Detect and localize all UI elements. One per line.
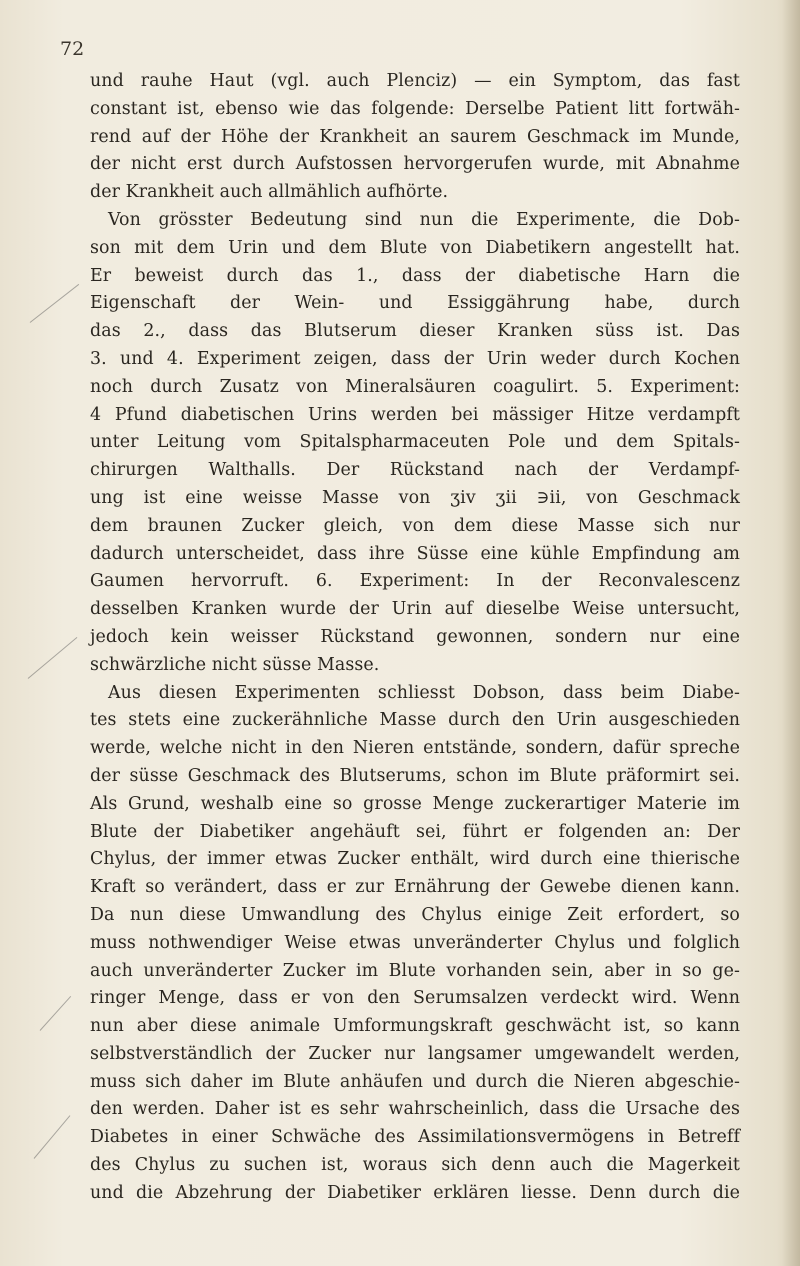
text-line: schwärzliche nicht süsse Masse.	[90, 654, 380, 675]
text-line: und rauhe Haut (vgl. auch Plenciz) — ein Symptom, das fast	[90, 71, 740, 91]
text-line: Gaumen hervorruft. 6. Experiment: In der Reconvalescenz	[90, 571, 740, 592]
page-number: 72	[60, 38, 85, 60]
text-line: auch unveränderter Zucker im Blute vorhanden sein, aber in so ge-	[90, 960, 740, 981]
text-line: muss nothwendiger Weise etwas unveränderter Chylus und folglich	[90, 932, 740, 953]
text-line: der nicht erst durch Aufstossen hervorgerufen wurde, mit Abnahme	[90, 154, 740, 175]
text-line: nun aber diese animale Umformungskraft geschwächt ist, so kann	[90, 1016, 740, 1037]
text-line: das 2., dass das Blutserum dieser Kranken süss ist. Das	[90, 321, 740, 342]
pencil-mark	[30, 284, 79, 323]
body-text	[90, 68, 740, 1208]
text-line: son mit dem Urin und dem Blute von Diabetikern angestellt hat.	[90, 237, 740, 258]
text-line: Chylus, der immer etwas Zucker enthält, wird durch eine thierische	[90, 849, 740, 870]
text-line: tes stets eine zuckerähnliche Masse durch den Urin ausgeschieden	[90, 710, 740, 731]
pencil-mark	[40, 996, 72, 1031]
text-line: chirurgen Walthalls. Der Rückstand nach der Verdampf-	[90, 460, 740, 481]
text-line: 4 Pfund diabetischen Urins werden bei mässiger Hitze verdampft	[90, 404, 740, 425]
text-line: Eigenschaft der Wein- und Essiggährung habe, durch	[90, 293, 740, 314]
text-line: werde, welche nicht in den Nieren entstände, sondern, dafür spreche	[90, 738, 740, 759]
page-edge-shadow	[782, 0, 800, 1266]
text-line: unter Leitung vom Spitalspharmaceuten Pole und dem Spitals-	[90, 432, 740, 453]
text-line: jedoch kein weisser Rückstand gewonnen, sondern nur eine	[90, 626, 740, 647]
text-line: ung ist eine weisse Masse von ʒiv ʒii ∋ii, von Geschmack	[90, 487, 740, 508]
text-line: rend auf der Höhe der Krankheit an saurem Geschmack im Munde,	[90, 126, 740, 147]
text-line: dem braunen Zucker gleich, von dem diese Masse sich nur	[90, 515, 740, 536]
text-line: constant ist, ebenso wie das folgende: Derselbe Patient litt fortwäh-	[90, 98, 740, 119]
text-line: und die Abzehrung der Diabetiker erklären liesse. Denn durch die	[90, 1182, 740, 1203]
text-line: muss sich daher im Blute anhäufen und durch die Nieren abgeschie-	[90, 1071, 740, 1092]
text-line: den werden. Daher ist es sehr wahrscheinlich, dass die Ursache des	[90, 1099, 740, 1120]
text-line: ringer Menge, dass er von den Serumsalzen verdeckt wird. Wenn	[90, 988, 740, 1009]
text-line: dadurch unterscheidet, dass ihre Süsse eine kühle Empfindung am	[90, 543, 740, 564]
text-line: des Chylus zu suchen ist, woraus sich denn auch die Magerkeit	[90, 1155, 740, 1176]
text-line: Diabetes in einer Schwäche des Assimilationsvermögens in Betreff	[90, 1127, 740, 1148]
text-line: noch durch Zusatz von Mineralsäuren coagulirt. 5. Experiment:	[90, 376, 740, 397]
text-line: Aus diesen Experimenten schliesst Dobson, dass beim Diabe-	[108, 682, 740, 703]
text-line: Blute der Diabetiker angehäuft sei, führt er folgenden an: Der	[90, 821, 740, 842]
text-line: der Krankheit auch allmählich aufhörte.	[90, 182, 449, 203]
text-line: Als Grund, weshalb eine so grosse Menge zuckerartiger Materie im	[90, 793, 740, 814]
text-line: Von grösster Bedeutung sind nun die Experimente, die Dob-	[108, 209, 740, 230]
text-line: der süsse Geschmack des Blutserums, schon im Blute präformirt sei.	[90, 765, 740, 786]
pencil-mark	[28, 637, 78, 679]
text-line: Kraft so verändert, dass er zur Ernährung der Gewebe dienen kann.	[90, 877, 740, 898]
text-line: 3. und 4. Experiment zeigen, dass der Urin weder durch Kochen	[90, 348, 740, 369]
pencil-mark	[34, 1115, 71, 1159]
text-line: selbstverständlich der Zucker nur langsamer umgewandelt werden,	[90, 1043, 740, 1064]
text-line: Da nun diese Umwandlung des Chylus einige Zeit erfordert, so	[90, 904, 740, 925]
text-line: Er beweist durch das 1., dass der diabetische Harn die	[90, 265, 740, 286]
text-line: desselben Kranken wurde der Urin auf dieselbe Weise untersucht,	[90, 599, 740, 620]
